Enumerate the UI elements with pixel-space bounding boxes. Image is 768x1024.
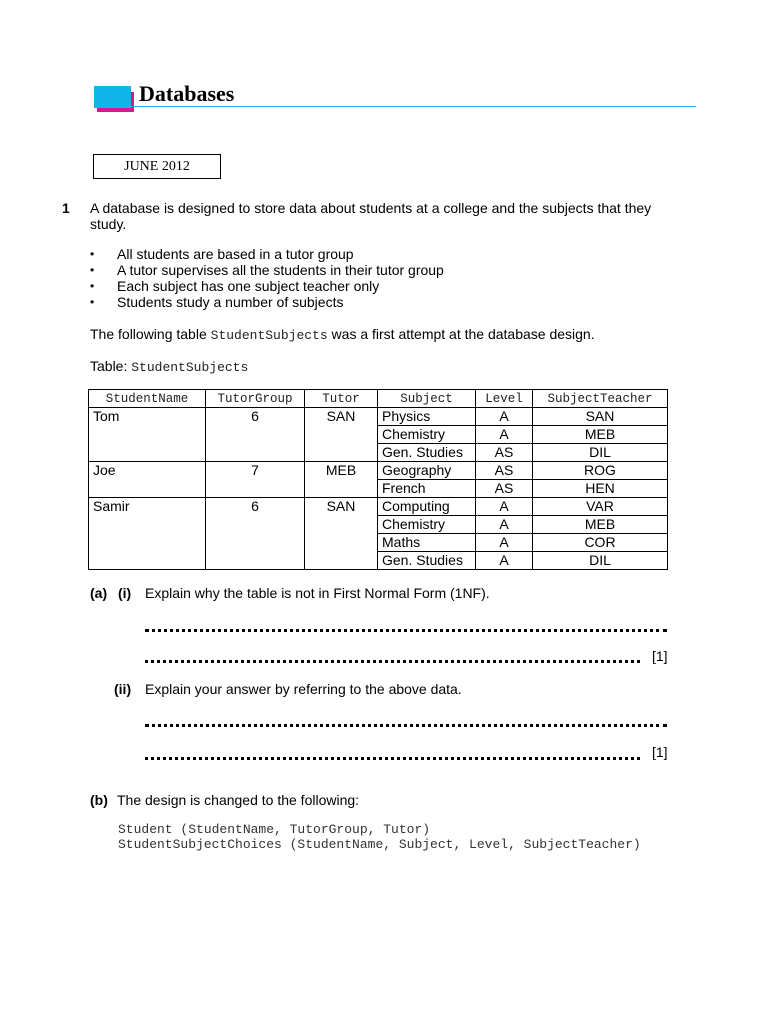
question-intro: A database is designed to store data about students at a college and the subjects that they study. <box>90 200 652 232</box>
column-header: StudentName <box>89 390 206 408</box>
part-a-ii-question: Explain your answer by referring to the above data. <box>145 681 462 697</box>
teacher-cell: DIL <box>533 444 668 462</box>
column-header: Level <box>476 390 533 408</box>
subject-cell: French <box>378 480 476 498</box>
list-item: • A tutor supervises all the students in their tutor group <box>90 262 444 278</box>
subject-cell: Chemistry <box>378 516 476 534</box>
teacher-cell: HEN <box>533 480 668 498</box>
student-name-cell: Tom <box>89 408 206 462</box>
table-header-row <box>89 390 668 408</box>
level-cell: AS <box>476 462 533 480</box>
page-title: Databases <box>139 81 235 106</box>
tutor-cell: SAN <box>305 498 378 570</box>
part-a-label: (a) <box>90 585 108 601</box>
tutor-group-cell: 6 <box>206 498 305 570</box>
subject-cell: Gen. Studies <box>378 552 476 570</box>
level-cell: A <box>476 498 533 516</box>
subject-cell: Physics <box>378 408 476 426</box>
tutor-cell: SAN <box>305 408 378 462</box>
answer-line[interactable] <box>145 660 640 663</box>
level-cell: AS <box>476 480 533 498</box>
list-item: • Each subject has one subject teacher only <box>90 278 444 294</box>
list-item: • All students are based in a tutor group <box>90 246 444 262</box>
answer-line[interactable] <box>145 757 640 760</box>
level-cell: A <box>476 426 533 444</box>
teacher-cell: MEB <box>533 516 668 534</box>
list-item: • Students study a number of subjects <box>90 294 444 310</box>
teacher-cell: ROG <box>533 462 668 480</box>
subject-cell: Computing <box>378 498 476 516</box>
student-subjects-table <box>88 389 668 570</box>
teacher-cell: COR <box>533 534 668 552</box>
column-header: SubjectTeacher <box>533 390 668 408</box>
subject-cell: Geography <box>378 462 476 480</box>
text-fragment: was a first attempt at the database design. <box>327 326 595 342</box>
part-a-ii-label: (ii) <box>114 681 132 697</box>
question-number: 1 <box>62 200 70 216</box>
mark-allocation: [1] <box>652 648 668 664</box>
header-accent-cyan <box>94 86 131 108</box>
subject-cell: Maths <box>378 534 476 552</box>
table-row <box>89 462 668 480</box>
mark-allocation: [1] <box>652 744 668 760</box>
level-cell: A <box>476 408 533 426</box>
table-intro-sentence <box>90 326 595 344</box>
schema-line: StudentSubjectChoices (StudentName, Subject, Level, SubjectTeacher) <box>118 837 641 852</box>
table-name-code: StudentSubjects <box>131 360 249 375</box>
subject-cell: Gen. Studies <box>378 444 476 462</box>
part-a-i-question: Explain why the table is not in First Normal Form (1NF). <box>145 585 490 601</box>
teacher-cell: VAR <box>533 498 668 516</box>
subject-cell: Chemistry <box>378 426 476 444</box>
level-cell: A <box>476 516 533 534</box>
text-fragment: The following table <box>90 326 211 342</box>
part-b-label: (b) <box>90 792 108 808</box>
level-cell: A <box>476 552 533 570</box>
table-label <box>90 358 248 376</box>
tutor-group-cell: 7 <box>206 462 305 498</box>
tutor-cell: MEB <box>305 462 378 498</box>
exam-date-box: JUNE 2012 <box>93 154 221 179</box>
table-name-code: StudentSubjects <box>210 328 328 343</box>
table-row <box>89 408 668 426</box>
requirements-list <box>90 246 444 310</box>
student-name-cell: Samir <box>89 498 206 570</box>
level-cell: A <box>476 534 533 552</box>
table-row <box>89 498 668 516</box>
part-a-i-label: (i) <box>118 585 132 601</box>
column-header: TutorGroup <box>206 390 305 408</box>
teacher-cell: SAN <box>533 408 668 426</box>
schema-line: Student (StudentName, TutorGroup, Tutor) <box>118 822 431 837</box>
teacher-cell: MEB <box>533 426 668 444</box>
answer-line[interactable] <box>145 629 667 632</box>
teacher-cell: DIL <box>533 552 668 570</box>
column-header: Tutor <box>305 390 378 408</box>
tutor-group-cell: 6 <box>206 408 305 462</box>
part-b-question: The design is changed to the following: <box>117 792 360 808</box>
answer-line[interactable] <box>145 724 667 727</box>
text-fragment: Table: <box>90 358 132 374</box>
level-cell: AS <box>476 444 533 462</box>
column-header: Subject <box>378 390 476 408</box>
student-name-cell: Joe <box>89 462 206 498</box>
